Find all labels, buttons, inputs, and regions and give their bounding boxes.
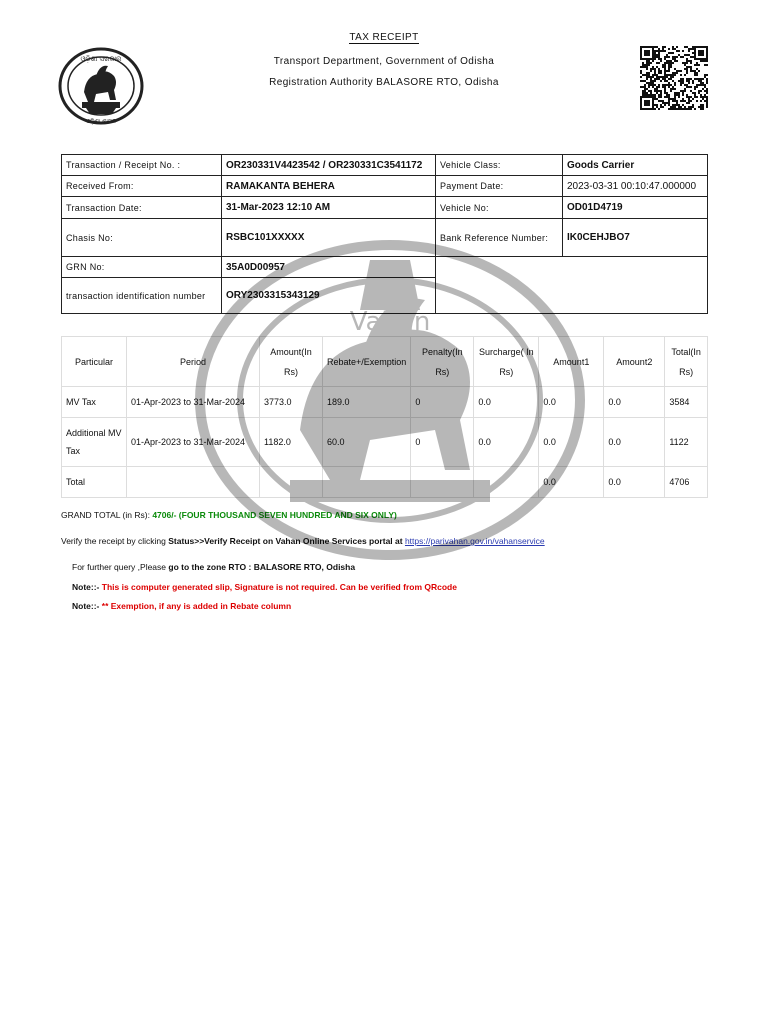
- query-bold: go to the zone RTO : BALASORE RTO, Odisha: [168, 562, 356, 572]
- surcharge-cell: 0.0: [474, 418, 539, 467]
- particular-cell: MV Tax: [62, 387, 127, 418]
- header-amount: Amount(In Rs): [260, 337, 323, 387]
- table-row: [62, 418, 708, 467]
- amount-cell: 1182.0: [260, 418, 323, 467]
- total-cell: 1122: [665, 418, 708, 467]
- vehicle-no-value: OD01D4719: [563, 197, 708, 219]
- amount2-cell: 0.0: [604, 467, 665, 498]
- surcharge-cell: 0.0: [474, 387, 539, 418]
- header-total: Total(In Rs): [665, 337, 708, 387]
- receipt-title: TAX RECEIPT: [349, 32, 419, 43]
- surcharge-cell: [474, 467, 539, 498]
- header-amount1: Amount1: [539, 337, 604, 387]
- transaction-id-value: ORY2303315343129: [222, 278, 436, 314]
- table-row-total: [62, 467, 708, 498]
- particular-cell: Total: [62, 467, 127, 498]
- total-cell: 4706: [665, 467, 708, 498]
- amount1-cell: 0.0: [539, 387, 604, 418]
- chasis-no-value: RSBC101XXXXX: [222, 219, 436, 257]
- note-exemption-text: ** Exemption, if any is added in Rebate column: [101, 601, 292, 611]
- chasis-no-label: Chasis No:: [62, 219, 222, 257]
- bank-reference-label: Bank Reference Number:: [436, 219, 563, 257]
- header-surcharge: Surcharge( In Rs): [474, 337, 539, 387]
- registration-authority: Registration Authority BALASORE RTO, Odisha: [269, 77, 499, 88]
- transaction-date-value: 31-Mar-2023 12:10 AM: [222, 197, 436, 219]
- note-signature-text: This is computer generated slip, Signature is not required. Can be verified from QRcode: [101, 582, 457, 592]
- empty-cell: [436, 257, 708, 314]
- header-penalty: Penalty(In Rs): [411, 337, 474, 387]
- penalty-cell: [411, 467, 474, 498]
- received-from-value: RAMAKANTA BEHERA: [222, 176, 436, 197]
- amount2-cell: 0.0: [604, 387, 665, 418]
- vehicle-class-label: Vehicle Class:: [436, 155, 563, 176]
- verify-bold: Status>>Verify Receipt on Vahan Online Services portal at: [168, 536, 403, 546]
- period-cell: 01-Apr-2023 to 31-Mar-2024: [127, 418, 260, 467]
- watermark-text: Vahan: [349, 307, 431, 337]
- vehicle-class-value: Goods Carrier: [563, 155, 708, 176]
- amount1-cell: 0.0: [539, 418, 604, 467]
- transaction-id-label: transaction identification number: [62, 278, 222, 314]
- transaction-no-value: OR230331V4423542 / OR230331C3541172: [222, 155, 436, 176]
- vehicle-no-label: Vehicle No:: [436, 197, 563, 219]
- penalty-cell: 0: [411, 418, 474, 467]
- tax-breakdown-table: [61, 336, 708, 498]
- particular-cell: Additional MV Tax: [62, 418, 127, 467]
- note-label: Note::-: [72, 582, 100, 592]
- qr-code: [640, 46, 708, 110]
- grand-total-value: 4706/- (FOUR THOUSAND SEVEN HUNDRED AND SIX ONLY): [152, 510, 397, 520]
- rebate-cell: 189.0: [323, 387, 411, 418]
- header-amount2: Amount2: [604, 337, 665, 387]
- rebate-cell: [323, 467, 411, 498]
- rebate-cell: 60.0: [323, 418, 411, 467]
- header-rebate: Rebate+/Exemption: [323, 337, 411, 387]
- bank-reference-value: IK0CEHJBO7: [563, 219, 708, 257]
- amount-cell: [260, 467, 323, 498]
- transaction-date-label: Transaction Date:: [62, 197, 222, 219]
- query-prefix: For further query ,Please: [72, 562, 169, 572]
- grn-no-label: GRN No:: [62, 257, 222, 278]
- table-row: [62, 387, 708, 418]
- grand-total-label: GRAND TOTAL (in Rs):: [61, 510, 150, 520]
- note-exemption: [72, 601, 291, 611]
- verify-instructions: [61, 536, 545, 546]
- query-instructions: [72, 562, 355, 572]
- header-period: Period: [127, 337, 260, 387]
- amount2-cell: 0.0: [604, 418, 665, 467]
- amount1-cell: 0.0: [539, 467, 604, 498]
- note-label: Note::-: [72, 601, 100, 611]
- logo-text-bottom: ଓଡ଼ିଶା ଶାସନ: [85, 118, 117, 125]
- note-signature: [72, 582, 457, 592]
- amount-cell: 3773.0: [260, 387, 323, 418]
- received-from-label: Received From:: [62, 176, 222, 197]
- penalty-cell: 0: [411, 387, 474, 418]
- grand-total: [61, 510, 397, 520]
- verify-prefix: Verify the receipt by clicking: [61, 536, 166, 546]
- transaction-no-label: Transaction / Receipt No. :: [62, 155, 222, 176]
- grn-no-value: 35A0D00957: [222, 257, 436, 278]
- payment-date-value: 2023-03-31 00:10:47.000000: [563, 176, 708, 197]
- logo-text-top: ଓଡ଼ିଶା ସରକାର: [80, 55, 122, 63]
- header-particular: Particular: [62, 337, 127, 387]
- receipt-details-table: [61, 154, 708, 314]
- period-cell: 01-Apr-2023 to 31-Mar-2024: [127, 387, 260, 418]
- total-cell: 3584: [665, 387, 708, 418]
- period-cell: [127, 467, 260, 498]
- payment-date-label: Payment Date:: [436, 176, 563, 197]
- department-name: Transport Department, Government of Odisha: [273, 56, 495, 67]
- odisha-emblem-logo: [56, 46, 146, 126]
- vahan-service-link[interactable]: https://parivahan.gov.in/vahanservice: [404, 536, 545, 546]
